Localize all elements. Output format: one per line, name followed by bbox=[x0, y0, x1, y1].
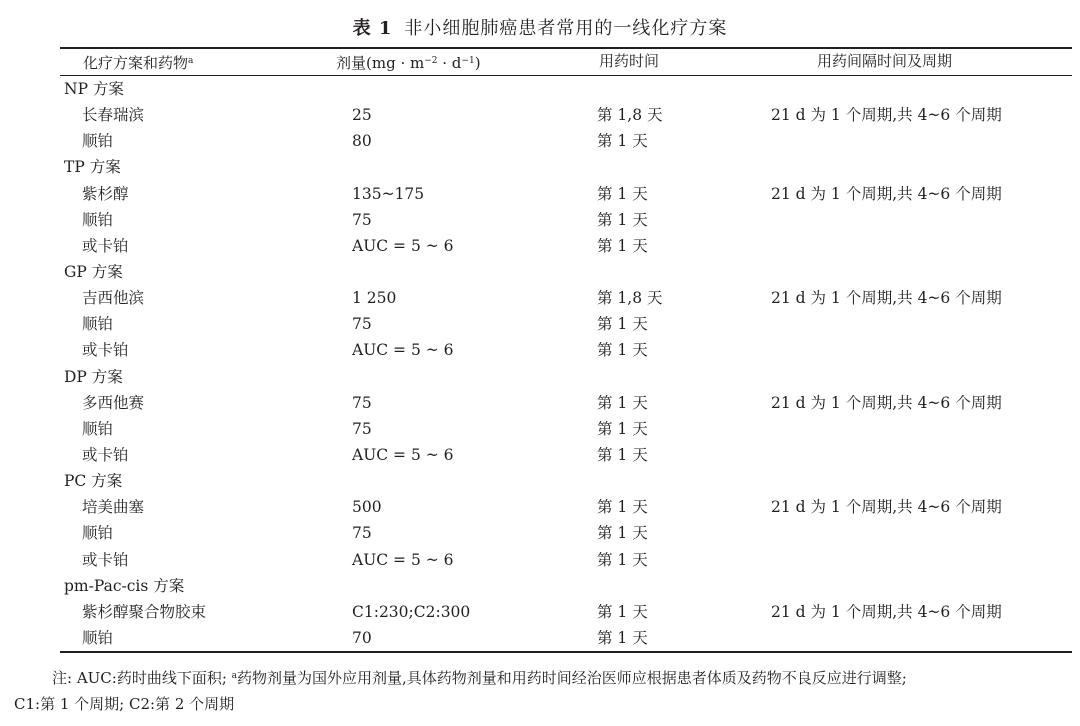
header-dose-prefix: 剂量(mg · m bbox=[336, 54, 425, 72]
drug-name: 或卡铂 bbox=[82, 236, 129, 255]
timing-cell: 第 1 天 bbox=[597, 602, 648, 621]
timing-cell: 第 1 天 bbox=[597, 445, 648, 464]
timing-cell: 第 1 天 bbox=[597, 132, 648, 151]
dose-cell: 70 bbox=[352, 628, 372, 647]
dose-cell: 500 bbox=[352, 498, 382, 517]
table-row bbox=[0, 390, 1080, 416]
table-row bbox=[0, 128, 1080, 154]
table-row bbox=[0, 520, 1080, 546]
drug-name: 或卡铂 bbox=[82, 341, 129, 360]
table-row-group bbox=[0, 259, 1080, 285]
dose-cell: 80 bbox=[352, 132, 372, 151]
table-row bbox=[0, 547, 1080, 573]
table-body bbox=[0, 76, 1080, 651]
header-regimen bbox=[83, 52, 193, 72]
bottom-rule bbox=[60, 651, 1072, 653]
dose-cell: 135~175 bbox=[352, 184, 425, 203]
dose-cell: AUC = 5 ~ 6 bbox=[352, 550, 454, 569]
drug-name: 吉西他滨 bbox=[82, 289, 145, 308]
table-note-line-1 bbox=[52, 666, 907, 688]
timing-cell: 第 1 天 bbox=[597, 628, 648, 647]
timing-cell: 第 1 天 bbox=[597, 236, 648, 255]
header-interval: 用药间隔时间及周期 bbox=[817, 52, 953, 70]
regimen-name: pm-Pac-cis 方案 bbox=[64, 576, 185, 595]
drug-name: 紫杉醇聚合物胶束 bbox=[82, 602, 207, 621]
interval-cell: 21 d 为 1 个周期,共 4~6 个周期 bbox=[771, 184, 1002, 203]
regimen-name: NP 方案 bbox=[64, 80, 124, 98]
table-row bbox=[0, 233, 1080, 259]
drug-name: 顺铂 bbox=[82, 419, 114, 438]
dose-cell: AUC = 5 ~ 6 bbox=[352, 445, 454, 464]
regimen-name: TP 方案 bbox=[64, 158, 121, 177]
timing-cell: 第 1 天 bbox=[597, 341, 648, 360]
table-caption bbox=[0, 14, 1080, 40]
timing-cell: 第 1 天 bbox=[597, 419, 648, 438]
table-row bbox=[0, 181, 1080, 207]
regimen-name: GP 方案 bbox=[64, 262, 123, 281]
header-dose-suffix: ) bbox=[474, 54, 481, 72]
drug-name: 顺铂 bbox=[82, 210, 114, 229]
table-row bbox=[0, 599, 1080, 625]
table-row bbox=[0, 494, 1080, 520]
timing-cell: 第 1 天 bbox=[597, 315, 648, 334]
interval-cell: 21 d 为 1 个周期,共 4~6 个周期 bbox=[771, 393, 1002, 412]
dose-cell: 75 bbox=[352, 210, 372, 229]
table-row bbox=[0, 442, 1080, 468]
top-rule bbox=[60, 47, 1072, 49]
caption-title: 非小细胞肺癌患者常用的一线化疗方案 bbox=[404, 18, 728, 39]
table-row bbox=[0, 311, 1080, 337]
table-row bbox=[0, 285, 1080, 311]
timing-cell: 第 1 天 bbox=[597, 393, 648, 412]
header-timing: 用药时间 bbox=[599, 52, 660, 70]
drug-name: 顺铂 bbox=[82, 628, 114, 647]
dose-cell: AUC = 5 ~ 6 bbox=[352, 236, 454, 255]
interval-cell: 21 d 为 1 个周期,共 4~6 个周期 bbox=[771, 602, 1002, 621]
header-dose-mid: · d bbox=[437, 54, 462, 72]
header-regimen-mark: a bbox=[188, 56, 194, 66]
table-note-line-2: C1:第 1 个周期; C2:第 2 个周期 bbox=[14, 695, 235, 713]
drug-name: 或卡铂 bbox=[82, 550, 129, 569]
interval-cell: 21 d 为 1 个周期,共 4~6 个周期 bbox=[771, 106, 1002, 125]
table-row-group bbox=[0, 154, 1080, 180]
dose-cell: 75 bbox=[352, 393, 372, 412]
timing-cell: 第 1 天 bbox=[597, 498, 648, 517]
header-dose-exp1: −2 bbox=[424, 56, 438, 66]
dose-cell: 75 bbox=[352, 419, 372, 438]
timing-cell: 第 1 天 bbox=[597, 550, 648, 569]
drug-name: 顺铂 bbox=[82, 524, 114, 543]
drug-name: 培美曲塞 bbox=[82, 498, 145, 517]
table-row bbox=[0, 416, 1080, 442]
drug-name: 顺铂 bbox=[82, 315, 114, 334]
table-row bbox=[0, 102, 1080, 128]
timing-cell: 第 1 天 bbox=[597, 524, 648, 543]
dose-cell: 25 bbox=[352, 106, 372, 125]
table-row-group bbox=[0, 76, 1080, 102]
table-row-group bbox=[0, 573, 1080, 599]
header-dose-exp2: −1 bbox=[461, 56, 475, 66]
caption-label: 表 1 bbox=[352, 18, 393, 39]
dose-cell: C1:230;C2:300 bbox=[352, 602, 471, 621]
timing-cell: 第 1,8 天 bbox=[597, 289, 663, 308]
dose-cell: 75 bbox=[352, 315, 372, 334]
note-dose-text: 药物剂量为国外应用剂量,具体药物剂量和用药时间经治医师应根据患者体质及药物不良反应进行调整; bbox=[237, 669, 907, 687]
header-regimen-text: 化疗方案和药物 bbox=[83, 54, 189, 72]
header-dose bbox=[336, 52, 481, 72]
interval-cell: 21 d 为 1 个周期,共 4~6 个周期 bbox=[771, 498, 1002, 517]
drug-name: 或卡铂 bbox=[82, 445, 129, 464]
timing-cell: 第 1,8 天 bbox=[597, 106, 663, 125]
dose-cell: 75 bbox=[352, 524, 372, 543]
table-row bbox=[0, 207, 1080, 233]
table-row-group bbox=[0, 364, 1080, 390]
dose-cell: AUC = 5 ~ 6 bbox=[352, 341, 454, 360]
regimen-name: PC 方案 bbox=[64, 472, 123, 491]
note-mark: a bbox=[231, 671, 238, 681]
regimen-name: DP 方案 bbox=[64, 367, 123, 386]
drug-name: 多西他赛 bbox=[82, 393, 145, 412]
drug-name: 长春瑞滨 bbox=[82, 106, 145, 125]
interval-cell: 21 d 为 1 个周期,共 4~6 个周期 bbox=[771, 289, 1002, 308]
timing-cell: 第 1 天 bbox=[597, 184, 648, 203]
drug-name: 顺铂 bbox=[82, 132, 114, 151]
timing-cell: 第 1 天 bbox=[597, 210, 648, 229]
table-row bbox=[0, 625, 1080, 651]
note-auc: 注: AUC:药时曲线下面积; bbox=[52, 669, 232, 687]
table-row-group bbox=[0, 468, 1080, 494]
table-row bbox=[0, 337, 1080, 363]
drug-name: 紫杉醇 bbox=[82, 184, 129, 203]
dose-cell: 1 250 bbox=[352, 289, 397, 308]
